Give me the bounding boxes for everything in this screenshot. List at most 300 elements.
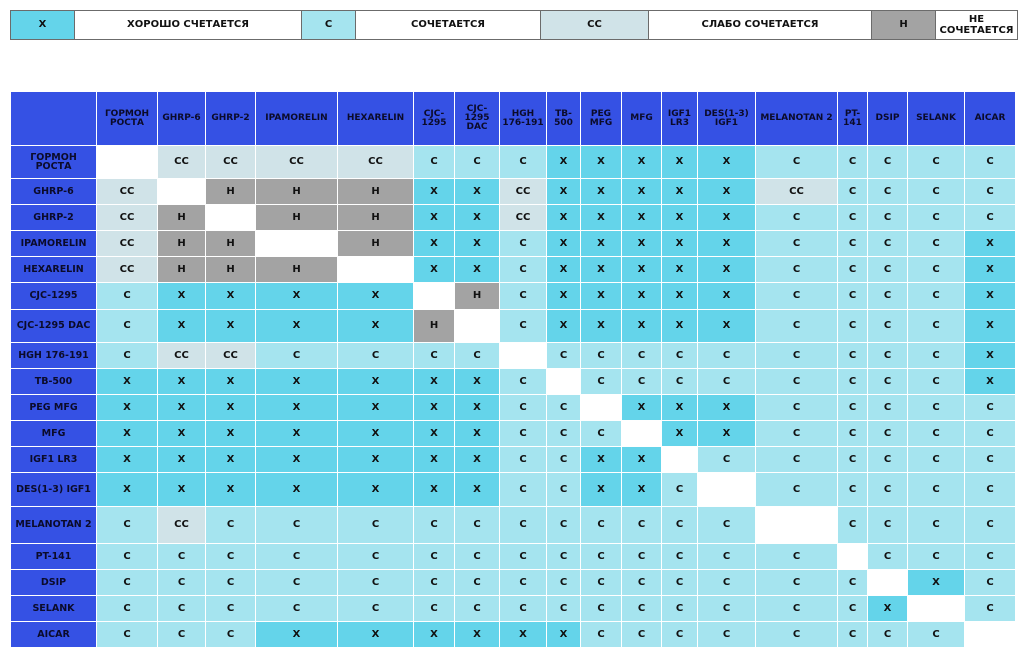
matrix-cell: Н (338, 231, 414, 257)
matrix-cell: С (662, 596, 698, 622)
matrix-cell: С (581, 343, 622, 369)
matrix-row (11, 231, 1016, 257)
matrix-cell: Х (455, 205, 500, 231)
column-header: IPAMORELIN (256, 92, 338, 146)
row-header: MFG (11, 421, 97, 447)
matrix-cell: С (908, 310, 965, 343)
matrix-cell: С (908, 146, 965, 179)
matrix-cell (338, 257, 414, 283)
matrix-cell: С (965, 570, 1016, 596)
matrix-cell: С (868, 622, 908, 648)
matrix-cell: С (500, 231, 547, 257)
matrix-cell: Х (256, 369, 338, 395)
matrix-cell: Х (414, 257, 455, 283)
matrix-cell: Х (662, 257, 698, 283)
matrix-cell: С (868, 146, 908, 179)
matrix-cell: Х (256, 473, 338, 507)
matrix-cell: Х (206, 283, 256, 310)
matrix-cell: С (206, 570, 256, 596)
matrix-cell: С (622, 570, 662, 596)
matrix-cell (97, 146, 158, 179)
column-header: DES(1-3) IGF1 (698, 92, 756, 146)
matrix-cell: С (965, 395, 1016, 421)
matrix-cell: С (908, 369, 965, 395)
matrix-cell: СС (97, 179, 158, 205)
row-header: TB-500 (11, 369, 97, 395)
matrix-cell: С (206, 544, 256, 570)
matrix-cell: СС (256, 146, 338, 179)
matrix-cell: С (908, 283, 965, 310)
row-header: ГОРМОН РОСТА (11, 146, 97, 179)
matrix-cell: Х (206, 447, 256, 473)
matrix-cell: Х (338, 283, 414, 310)
matrix-cell: Х (256, 447, 338, 473)
matrix-cell: Х (622, 473, 662, 507)
matrix-cell: С (868, 395, 908, 421)
column-header: GHRP-6 (158, 92, 206, 146)
matrix-cell: Х (698, 179, 756, 205)
matrix-cell: С (838, 421, 868, 447)
matrix-cell: СС (97, 257, 158, 283)
matrix-cell: Х (698, 231, 756, 257)
matrix-cell: С (965, 596, 1016, 622)
matrix-cell: Х (581, 283, 622, 310)
matrix-cell: Х (455, 395, 500, 421)
matrix-cell: Х (338, 310, 414, 343)
matrix-cell: Х (698, 421, 756, 447)
matrix-cell: Х (698, 205, 756, 231)
matrix-cell (838, 544, 868, 570)
matrix-cell: Х (97, 421, 158, 447)
matrix-cell: С (838, 343, 868, 369)
matrix-cell: С (908, 507, 965, 544)
matrix-cell: С (256, 507, 338, 544)
matrix-cell: СС (500, 179, 547, 205)
matrix-cell: Х (622, 179, 662, 205)
matrix-cell: С (908, 473, 965, 507)
matrix-cell: Н (338, 179, 414, 205)
matrix-cell: Х (698, 283, 756, 310)
matrix-cell: С (965, 179, 1016, 205)
matrix-cell: С (455, 596, 500, 622)
matrix-cell: С (868, 179, 908, 205)
matrix-cell: С (698, 369, 756, 395)
matrix-row (11, 283, 1016, 310)
matrix-cell: Х (622, 283, 662, 310)
matrix-cell: С (662, 622, 698, 648)
matrix-cell: Х (698, 395, 756, 421)
matrix-cell: С (500, 473, 547, 507)
column-header: CJC-1295 DAC (455, 92, 500, 146)
matrix-cell: Х (158, 283, 206, 310)
matrix-cell: Х (547, 179, 581, 205)
matrix-cell: С (908, 622, 965, 648)
matrix-cell: С (158, 622, 206, 648)
matrix-cell: Х (414, 473, 455, 507)
column-header: PT-141 (838, 92, 868, 146)
matrix-cell: Х (338, 622, 414, 648)
matrix-cell: СС (158, 146, 206, 179)
row-header: IPAMORELIN (11, 231, 97, 257)
matrix-cell: Х (206, 395, 256, 421)
matrix-cell: С (868, 231, 908, 257)
matrix-cell: С (756, 570, 838, 596)
matrix-cell: С (908, 343, 965, 369)
matrix-cell: С (500, 447, 547, 473)
matrix-cell: С (547, 343, 581, 369)
matrix-cell: С (868, 283, 908, 310)
matrix-cell: Х (622, 310, 662, 343)
matrix-cell: С (622, 622, 662, 648)
column-header: TB-500 (547, 92, 581, 146)
matrix-cell: Х (662, 179, 698, 205)
matrix-row (11, 447, 1016, 473)
row-header: PT-141 (11, 544, 97, 570)
matrix-cell: С (581, 570, 622, 596)
matrix-cell: С (756, 310, 838, 343)
legend-symbol-weak: СС (541, 11, 649, 40)
matrix-cell: С (338, 507, 414, 544)
matrix-cell: С (838, 596, 868, 622)
matrix-cell: С (622, 343, 662, 369)
matrix-cell: Х (547, 622, 581, 648)
matrix-cell: С (868, 310, 908, 343)
matrix-cell: С (838, 473, 868, 507)
matrix-cell: Н (455, 283, 500, 310)
column-header: PEG MFG (581, 92, 622, 146)
matrix-cell: Х (965, 369, 1016, 395)
matrix-cell: С (500, 257, 547, 283)
matrix-cell: С (455, 570, 500, 596)
matrix-cell: С (662, 343, 698, 369)
matrix-cell: Х (908, 570, 965, 596)
matrix-cell: Х (581, 205, 622, 231)
corner-cell (11, 92, 97, 146)
matrix-cell: С (256, 570, 338, 596)
matrix-cell: Х (698, 310, 756, 343)
matrix-cell: С (698, 544, 756, 570)
matrix-cell: С (965, 473, 1016, 507)
matrix-cell: С (838, 622, 868, 648)
matrix-cell: Х (965, 283, 1016, 310)
legend-label-compatible: СОЧЕТАЕТСЯ (356, 11, 541, 40)
matrix-cell: С (500, 544, 547, 570)
matrix-cell: Х (158, 395, 206, 421)
matrix-cell: Х (206, 421, 256, 447)
row-header: DSIP (11, 570, 97, 596)
matrix-cell: Х (338, 395, 414, 421)
matrix-cell (662, 447, 698, 473)
matrix-cell: С (908, 205, 965, 231)
matrix-cell: Х (455, 257, 500, 283)
row-header: GHRP-2 (11, 205, 97, 231)
matrix-cell: Н (414, 310, 455, 343)
matrix-cell: С (547, 447, 581, 473)
matrix-cell: С (581, 622, 622, 648)
matrix-cell: С (97, 507, 158, 544)
matrix-cell: СС (97, 205, 158, 231)
matrix-cell: Х (581, 310, 622, 343)
matrix-cell: Х (455, 231, 500, 257)
matrix-cell: Х (338, 473, 414, 507)
matrix-cell: С (547, 395, 581, 421)
matrix-cell: Х (547, 205, 581, 231)
matrix-cell: С (581, 507, 622, 544)
matrix-cell: С (756, 205, 838, 231)
matrix-cell: Х (158, 421, 206, 447)
matrix-cell: С (158, 570, 206, 596)
matrix-cell: С (908, 447, 965, 473)
matrix-cell: Х (965, 257, 1016, 283)
matrix-cell: С (97, 283, 158, 310)
matrix-cell: С (338, 596, 414, 622)
matrix-cell: Х (338, 421, 414, 447)
row-header: HEXARELIN (11, 257, 97, 283)
matrix-cell: Х (97, 395, 158, 421)
matrix-cell: С (581, 369, 622, 395)
matrix-cell: С (838, 310, 868, 343)
matrix-cell: Х (500, 622, 547, 648)
matrix-cell: С (908, 179, 965, 205)
matrix-row (11, 421, 1016, 447)
matrix-cell: С (908, 421, 965, 447)
matrix-cell (414, 283, 455, 310)
matrix-cell: Х (158, 447, 206, 473)
matrix-cell: С (500, 283, 547, 310)
legend-label-weak: СЛАБО СОЧЕТАЕТСЯ (649, 11, 872, 40)
matrix-row (11, 257, 1016, 283)
matrix-cell: С (838, 369, 868, 395)
matrix-cell: С (97, 310, 158, 343)
matrix-cell: Н (338, 205, 414, 231)
matrix-cell: С (97, 596, 158, 622)
matrix-row (11, 205, 1016, 231)
column-header: CJC-1295 (414, 92, 455, 146)
matrix-cell: С (622, 544, 662, 570)
matrix-cell: Х (965, 343, 1016, 369)
matrix-cell: С (581, 596, 622, 622)
matrix-cell: С (206, 622, 256, 648)
matrix-cell: С (756, 622, 838, 648)
matrix-cell: Х (547, 283, 581, 310)
matrix-cell: С (756, 395, 838, 421)
matrix-row (11, 570, 1016, 596)
matrix-cell: С (698, 447, 756, 473)
matrix-cell: С (868, 343, 908, 369)
matrix-cell: Х (97, 447, 158, 473)
matrix-cell: СС (756, 179, 838, 205)
matrix-cell: Х (622, 257, 662, 283)
matrix-cell: С (838, 570, 868, 596)
column-header: HEXARELIN (338, 92, 414, 146)
matrix-cell: Х (622, 447, 662, 473)
matrix-cell: С (756, 369, 838, 395)
matrix-cell: С (908, 257, 965, 283)
matrix-cell: С (338, 544, 414, 570)
matrix-cell: С (500, 146, 547, 179)
matrix-cell: Х (622, 231, 662, 257)
matrix-row (11, 369, 1016, 395)
matrix-cell: С (256, 544, 338, 570)
matrix-cell: С (838, 146, 868, 179)
matrix-cell: С (662, 507, 698, 544)
matrix-cell: Х (662, 310, 698, 343)
matrix-cell (500, 343, 547, 369)
legend-symbol-good: Х (11, 11, 75, 40)
matrix-cell: Х (581, 447, 622, 473)
matrix-cell: Н (158, 231, 206, 257)
matrix-cell: С (97, 544, 158, 570)
matrix-cell: Х (622, 146, 662, 179)
matrix-cell: С (662, 544, 698, 570)
matrix-cell: С (455, 146, 500, 179)
matrix-cell: Н (256, 205, 338, 231)
matrix-cell: Х (455, 473, 500, 507)
matrix-cell: Х (662, 283, 698, 310)
matrix-cell: С (455, 544, 500, 570)
matrix-cell: С (698, 622, 756, 648)
matrix-cell: С (97, 570, 158, 596)
matrix-cell: С (547, 473, 581, 507)
matrix-cell: С (500, 421, 547, 447)
matrix-cell: С (547, 596, 581, 622)
matrix-cell: Х (622, 205, 662, 231)
matrix-cell: Х (868, 596, 908, 622)
matrix-cell: Х (158, 473, 206, 507)
matrix-cell: СС (158, 343, 206, 369)
matrix-cell: С (547, 570, 581, 596)
matrix-cell: С (581, 544, 622, 570)
matrix-cell: С (698, 596, 756, 622)
matrix-cell: Х (414, 231, 455, 257)
matrix-cell: С (500, 570, 547, 596)
matrix-cell: Х (581, 473, 622, 507)
matrix-cell: С (868, 421, 908, 447)
matrix-cell (547, 369, 581, 395)
legend-symbol-compatible: С (302, 11, 356, 40)
matrix-cell: С (868, 369, 908, 395)
matrix-cell: Н (158, 257, 206, 283)
matrix-row (11, 146, 1016, 179)
matrix-cell: С (838, 179, 868, 205)
matrix-cell: Х (338, 447, 414, 473)
column-header: AICAR (965, 92, 1016, 146)
row-header: MELANOTAN 2 (11, 507, 97, 544)
column-header: ГОРМОН РОСТА (97, 92, 158, 146)
matrix-cell: С (97, 622, 158, 648)
matrix-cell: Х (698, 257, 756, 283)
matrix-cell: СС (500, 205, 547, 231)
row-header: CJC-1295 (11, 283, 97, 310)
matrix-cell: С (206, 596, 256, 622)
matrix-cell: С (256, 596, 338, 622)
matrix-cell (965, 622, 1016, 648)
matrix-cell: Х (206, 310, 256, 343)
matrix-cell: СС (158, 507, 206, 544)
row-header: IGF1 LR3 (11, 447, 97, 473)
matrix-cell: Х (581, 179, 622, 205)
matrix-cell: Н (256, 257, 338, 283)
matrix-cell: Х (256, 283, 338, 310)
matrix-cell: Х (414, 205, 455, 231)
matrix-cell: С (414, 544, 455, 570)
matrix-header-row (11, 92, 1016, 146)
column-header: DSIP (868, 92, 908, 146)
matrix-cell: Х (662, 231, 698, 257)
legend (10, 10, 1018, 40)
matrix-cell: С (965, 507, 1016, 544)
legend-label-good: ХОРОШО СЧЕТАЕТСЯ (75, 11, 302, 40)
matrix-cell: С (338, 343, 414, 369)
matrix-cell: С (622, 596, 662, 622)
matrix-cell: Х (965, 310, 1016, 343)
matrix-cell (908, 596, 965, 622)
matrix-cell (158, 179, 206, 205)
matrix-row (11, 395, 1016, 421)
matrix-cell (455, 310, 500, 343)
matrix-cell: С (158, 596, 206, 622)
matrix-cell: С (698, 507, 756, 544)
matrix-cell: С (622, 507, 662, 544)
matrix-cell: Х (662, 421, 698, 447)
matrix-cell: С (868, 507, 908, 544)
matrix-cell: С (756, 343, 838, 369)
matrix-cell: С (547, 421, 581, 447)
matrix-cell: СС (206, 146, 256, 179)
matrix-cell: Х (158, 310, 206, 343)
matrix-cell: С (547, 544, 581, 570)
matrix-cell: Х (455, 421, 500, 447)
matrix-cell: Х (256, 421, 338, 447)
column-header: SELANK (908, 92, 965, 146)
matrix-cell: С (338, 570, 414, 596)
matrix-row (11, 622, 1016, 648)
matrix-cell: Х (622, 395, 662, 421)
matrix-cell: С (206, 507, 256, 544)
legend-label-incompatible: НЕ СОЧЕТАЕТСЯ (936, 11, 1018, 40)
matrix-row (11, 507, 1016, 544)
matrix-cell: Х (547, 257, 581, 283)
matrix-row (11, 179, 1016, 205)
matrix-cell: Х (455, 179, 500, 205)
matrix-cell (206, 205, 256, 231)
matrix-cell: С (756, 146, 838, 179)
matrix-cell: С (756, 257, 838, 283)
row-header: GHRP-6 (11, 179, 97, 205)
matrix-cell: С (414, 507, 455, 544)
matrix-cell: Н (206, 179, 256, 205)
matrix-cell: Х (965, 231, 1016, 257)
row-header: DES(1-3) IGF1 (11, 473, 97, 507)
column-header: MFG (622, 92, 662, 146)
matrix-cell: СС (206, 343, 256, 369)
matrix-cell: Х (414, 395, 455, 421)
column-header: GHRP-2 (206, 92, 256, 146)
matrix-cell: С (500, 369, 547, 395)
matrix-cell: С (868, 544, 908, 570)
matrix-cell (581, 395, 622, 421)
matrix-cell: Х (581, 257, 622, 283)
column-header: MELANOTAN 2 (756, 92, 838, 146)
matrix-cell: С (838, 205, 868, 231)
matrix-cell: Х (414, 421, 455, 447)
matrix-cell: Х (97, 473, 158, 507)
matrix-cell: Х (455, 369, 500, 395)
matrix-cell: С (500, 395, 547, 421)
matrix-row (11, 544, 1016, 570)
matrix-cell: С (500, 310, 547, 343)
matrix-cell: С (965, 205, 1016, 231)
